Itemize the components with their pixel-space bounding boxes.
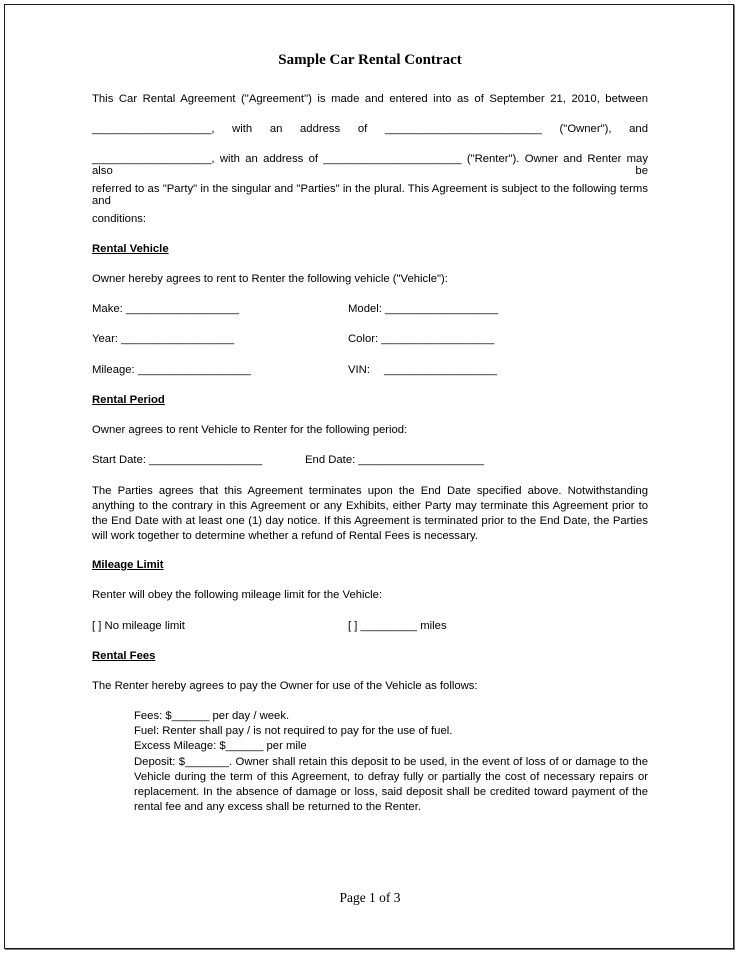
heading-mileage-limit: Mileage Limit <box>92 559 164 571</box>
rental-vehicle-text: Owner hereby agrees to rent to Renter the following vehicle ("Vehicle"): <box>92 273 448 285</box>
termination-paragraph: The Parties agrees that this Agreement terminates upon the End Date specified above. Notwithstanding anything to the contrary in this Agreement or any Exhibits, either Party may terminate this Agreement prior to the End Date with at least one (1) day notice. If this Agreement is terminated prior to the End Date, the Parties will work together to determine whether a refund of Rental Fees is necessary. <box>92 485 648 542</box>
page-number: Page 1 of 3 <box>339 890 401 905</box>
intro-line-1: This Car Rental Agreement ("Agreement") is made and entered into as of September 21, 2010, between <box>92 93 648 105</box>
heading-rental-fees: Rental Fees <box>92 650 156 662</box>
intro-of: of <box>357 123 368 135</box>
no-mileage-limit-option: [ ] No mileage limit <box>92 620 185 632</box>
vin-blank: __________________ <box>384 364 498 376</box>
miles-limit-option: [ ] _________ miles <box>348 620 447 632</box>
document-title: Sample Car Rental Contract <box>278 52 462 68</box>
model-field: Model: __________________ <box>348 303 499 315</box>
heading-rental-vehicle: Rental Vehicle <box>92 243 169 255</box>
start-date-field: Start Date: __________________ <box>92 454 263 466</box>
fees-line: Fees: $______ per day / week. <box>134 710 290 722</box>
intro-an: an <box>269 123 283 135</box>
make-field: Make: __________________ <box>92 303 239 315</box>
mileage-field: Mileage: __________________ <box>92 364 251 376</box>
heading-rental-period: Rental Period <box>92 394 165 406</box>
rental-period-text: Owner agrees to rent Vehicle to Renter for the following period: <box>92 424 408 436</box>
color-field: Color: __________________ <box>348 333 495 345</box>
year-field: Year: __________________ <box>92 333 235 345</box>
fuel-line: Fuel: Renter shall pay / is not required to pay for the use of fuel. <box>134 725 453 737</box>
intro-line-5: conditions: <box>92 213 147 225</box>
rental-fees-text: The Renter hereby agrees to pay the Owner for use of the Vehicle as follows: <box>92 680 478 692</box>
intro-line-2 <box>92 123 648 135</box>
intro-line-4: referred to as "Party" in the singular and "Parties" in the plural. This Agreement is subject to the following terms and <box>92 183 648 207</box>
vin-field <box>348 364 497 376</box>
intro-line-3: ___________________, with an address of ______________________ ("Renter"). Owner and Renter may also be <box>92 153 648 177</box>
intro-with: with <box>232 123 253 135</box>
deposit-paragraph: Deposit: $_______. Owner shall retain this deposit to be used, in the event of loss of or damage to the Vehicle during the term of this Agreement, to defray fully or partially the cost of necessary repairs or replacement. In the absence of damage or loss, said deposit shall be credited toward payment of the rental fee and any excess shall be returned to the Renter. <box>134 756 648 813</box>
end-date-field: End Date: ____________________ <box>305 454 485 466</box>
mileage-limit-text: Renter will obey the following mileage limit for the Vehicle: <box>92 589 383 601</box>
intro-address: address <box>300 123 341 135</box>
vin-label: VIN: <box>348 364 370 376</box>
intro-blank-name: ___________________, <box>92 123 215 135</box>
intro-owner: ("Owner"), <box>559 123 612 135</box>
intro-and: and <box>629 123 648 135</box>
excess-mileage-line: Excess Mileage: $______ per mile <box>134 740 307 752</box>
intro-blank-address: _________________________ <box>384 123 542 135</box>
